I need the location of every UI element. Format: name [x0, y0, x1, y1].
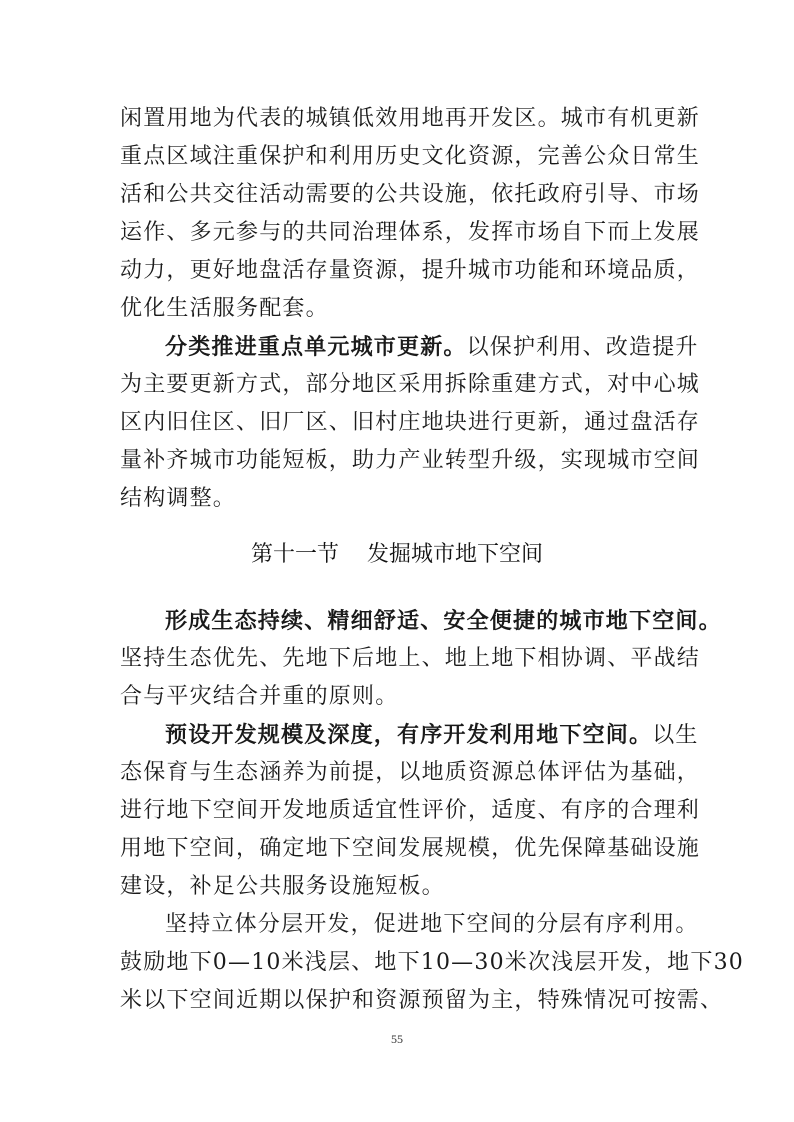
paragraph-line: 鼓励地下0—10米浅层、地下10—30米次浅层开发，地下30 [120, 950, 744, 975]
paragraph-lead: 形成生态持续、精细舒适、安全便捷的城市地下空间。 [165, 608, 722, 634]
paragraph-lead: 分类推进重点单元城市更新。 [165, 334, 467, 360]
paragraph-line: 量补齐城市功能短板，助力产业转型升级，实现城市空间 [120, 448, 701, 473]
paragraph-line: 区内旧住区、旧厂区、旧村庄地块进行更新，通过盘活存 [120, 410, 701, 435]
paragraph-line: 米以下空间近期以保护和资源预留为主，特殊情况可按需、 [120, 988, 724, 1013]
paragraph-line: 闲置用地为代表的城镇低效用地再开发区。城市有机更新 [120, 106, 701, 131]
paragraph-first-line [165, 332, 699, 363]
paragraph-line: 活和公共交往活动需要的公共设施，依托政府引导、市场 [120, 182, 701, 207]
paragraph-text: 以保护利用、改造提升 [466, 335, 699, 360]
paragraph-line: 运作、多元参与的共同治理体系，发挥市场自下而上发展 [120, 220, 701, 245]
paragraph-line: 态保育与生态涵养为前提，以地质资源总体评估为基础， [120, 760, 701, 785]
section-title: 发掘城市地下空间 [367, 542, 544, 567]
page-number: 55 [391, 1032, 403, 1046]
section-number: 第十一节 [250, 542, 339, 567]
paragraph-line: 为主要更新方式，部分地区采用拆除重建方式，对中心城 [120, 372, 701, 397]
paragraph-line: 合与平灾结合并重的原则。 [120, 684, 399, 709]
paragraph-first-line [165, 720, 699, 751]
section-heading [0, 540, 794, 570]
paragraph-line: 建设，补足公共服务设施短板。 [120, 874, 445, 899]
paragraph-line: 用地下空间，确定地下空间发展规模，优先保障基础设施 [120, 836, 701, 861]
paragraph-line: 重点区域注重保护和利用历史文化资源，完善公众日常生 [120, 144, 701, 169]
paragraph-lead: 预设开发规模及深度，有序开发利用地下空间。 [165, 722, 653, 748]
paragraph-line: 坚持生态优先、先地下后地上、地上地下相协调、平战结 [120, 646, 701, 671]
paragraph-lead: 坚持立体分层开发，促进地下空间的分层有序利用。 [165, 912, 699, 937]
paragraph-line: 结构调整。 [120, 486, 237, 511]
paragraph-line: 进行地下空间开发地质适宜性评价，适度、有序的合理利 [120, 798, 701, 823]
paragraph-line: 优化生活服务配套。 [120, 296, 329, 321]
paragraph-line: 动力，更好地盘活存量资源，提升城市功能和环境品质， [120, 258, 701, 283]
paragraph-text: 以生 [652, 723, 699, 748]
